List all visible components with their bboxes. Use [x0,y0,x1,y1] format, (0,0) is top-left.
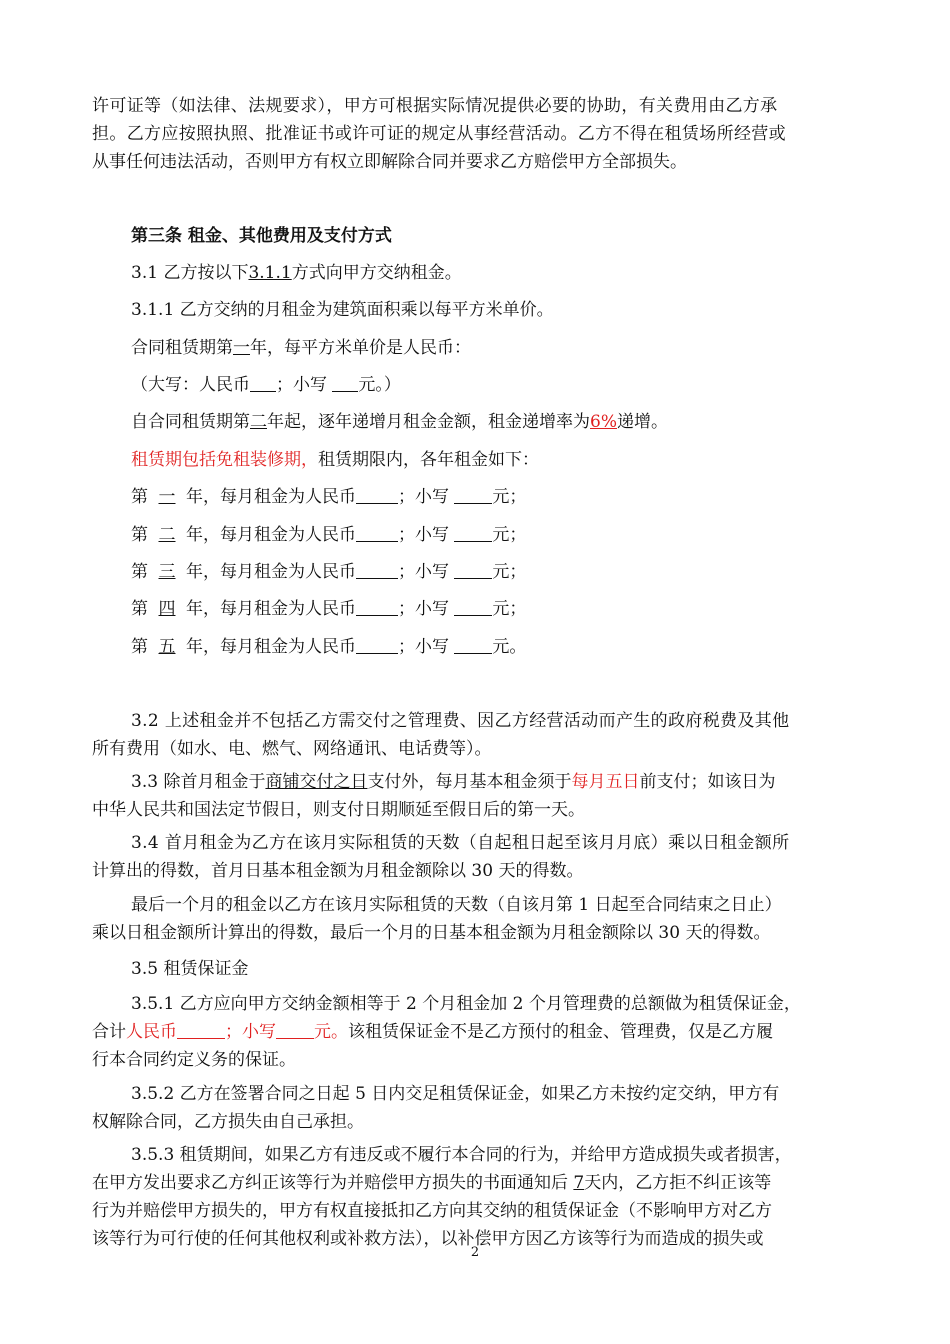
fill-in-blank[interactable] [332,373,358,392]
increase-rate: 6% [590,412,617,432]
fill-in-blank[interactable] [356,485,398,504]
clause-3-4 [92,829,862,885]
text: 年，每月租金为人民币 [186,637,356,657]
clause-line: 中华人民共和国法定节假日，则支付日期顺延至假日后的第一天。 [92,800,585,820]
fill-in-blank[interactable] [454,560,492,579]
text: 3.3 除首月租金于 [131,772,266,792]
year-rent-row [131,595,901,623]
clause-line: 行为并赔偿甲方损失的，甲方有权直接抵扣乙方向其交纳的租赁保证金（不影响甲方对乙方 [92,1201,772,1221]
fill-in-blank[interactable] [250,373,276,392]
clause-text: 3.1 乙方按以下 [131,263,249,283]
fill-in-blank[interactable] [356,635,398,654]
text: ；小写 [398,599,455,619]
clause-3-5-3 [92,1141,862,1253]
year-number: 四 [158,599,176,619]
highlight-text: 每月五日 [571,772,640,792]
text: 元。 [492,637,527,657]
fill-in-blank[interactable] [276,1020,314,1039]
text: 元； [492,599,527,619]
clause-line [92,1018,862,1046]
year-number: 一 [158,487,176,507]
fill-in-blank[interactable] [177,1020,225,1039]
text: 合同租赁期第 [131,338,233,358]
days-number: 7 [573,1173,585,1193]
clause-line: 3.5.1 乙方应向甲方交纳金额相等于 2 个月租金加 2 个月管理费的总额做为租赁保证金， [131,994,801,1014]
year-rent-row [131,483,901,511]
clause-3-2 [92,707,862,763]
text: 年起，逐年递增月租金金额，租金递增率为 [267,412,590,432]
text: 元； [492,487,527,507]
year-number: 一 [233,338,250,358]
year-number: 五 [158,637,176,657]
clause-reference: 3.1.1 [248,263,292,283]
text: 第 [131,637,148,657]
clause-3-5-2 [92,1080,862,1136]
year-number: 二 [158,525,176,545]
delivery-date-term: 商铺交付之日 [265,772,368,792]
intro-line: 从事任何违法活动，否则甲方有权立即解除合同并要求乙方赔偿甲方全部损失。 [92,152,687,172]
first-year-price-line [131,334,901,362]
text: ；小写 [398,525,455,545]
text: 元。） [358,375,401,395]
clause-3-1-1: 3.1.1 乙方交纳的月租金为建筑面积乘以每平方米单价。 [131,300,554,320]
intro-line: 担。乙方应按照执照、批准证书或许可证的规定从事经营活动。乙方不得在租赁场所经营或 [92,124,786,144]
clause-line: 行本合同约定义务的保证。 [92,1050,296,1070]
text: ；小写 [398,562,455,582]
text: 支付外，每月基本租金须于 [367,772,572,792]
text: （大写：人民币 [131,375,250,395]
clause-3-1 [131,259,901,287]
text: 年，每月租金为人民币 [186,487,356,507]
text: 年，每月租金为人民币 [186,599,356,619]
year-rent-row [131,521,901,549]
year-number: 二 [250,412,267,432]
clause-line: 权解除合同，乙方损失由自己承担。 [92,1112,364,1132]
fill-in-blank[interactable] [356,560,398,579]
text: 自合同租赁期第 [131,412,250,432]
highlight-text: ；小写 [225,1022,276,1042]
highlight-text: 租赁期包括免租装修期， [131,450,318,470]
clause-line: 3.4 首月租金为乙方在该月实际租赁的天数（自起租日起至该月月底）乘以日租金额所 [131,833,790,853]
clause-3-5-1 [92,990,862,1074]
text: 天内，乙方拒不纠正该等 [584,1173,772,1193]
clause-line [92,768,862,796]
text: 该租赁保证金不是乙方预付的租金、管理费，仅是乙方履 [348,1022,773,1042]
text: 年，每月租金为人民币 [186,525,356,545]
text: 递增。 [616,412,668,432]
clause-text: 方式向甲方交纳租金。 [291,263,462,283]
fill-in-blank[interactable] [454,597,492,616]
text: 前支付；如该日为 [639,772,776,792]
clause-3-5: 3.5 租赁保证金 [131,959,249,979]
text: 第 [131,562,148,582]
fill-in-blank[interactable] [356,597,398,616]
fill-in-blank[interactable] [454,523,492,542]
clause-line [92,1169,862,1197]
text: 年，每月租金为人民币 [186,562,356,582]
fill-in-blank[interactable] [454,485,492,504]
text: 年，每平方米单价是人民币： [250,338,471,358]
text: ；小写 [398,487,455,507]
amount-caps-line [131,371,901,399]
clause-line: 3.5.3 租赁期间，如果乙方有违反或不履行本合同的行为，并给甲方造成损失或者损害， [131,1145,792,1165]
last-month-paragraph [92,891,862,947]
page-number: 2 [470,1245,480,1260]
year-rent-row [131,558,901,586]
fill-in-blank[interactable] [356,523,398,542]
clause-line: 所有费用（如水、电、燃气、网络通讯、电话费等）。 [92,739,492,759]
text: 元； [492,562,527,582]
clause-3-3 [92,768,862,824]
increase-rate-line [131,408,901,436]
year-number: 三 [158,562,176,582]
text: 第 [131,599,148,619]
fill-in-blank[interactable] [454,635,492,654]
highlight-text: 元。 [314,1022,348,1042]
clause-line: 计算出的得数，首月日基本租金额为月租金额除以 30 天的得数。 [92,861,584,881]
text: ；小写 [276,375,333,395]
text: 元； [492,525,527,545]
clause-line: 该等行为可行使的任何其他权利或补救方法），以补偿甲方因乙方该等行为而造成的损失或 [92,1229,764,1249]
article-heading: 第三条 租金、其他费用及支付方式 [131,226,392,246]
text: 租赁期限内，各年租金如下： [318,450,539,470]
year-rent-row [131,633,901,661]
text: 在甲方发出要求乙方纠正该等行为并赔偿甲方损失的书面通知后 [92,1173,574,1193]
text: 第 [131,525,148,545]
clause-line: 乘以日租金额所计算出的得数，最后一个月的日基本租金额为月租金额除以 30 天的得数。 [92,923,771,943]
rent-free-line [131,446,901,474]
highlight-text: 人民币 [126,1022,177,1042]
text: 第 [131,487,148,507]
text: ；小写 [398,637,455,657]
clause-line: 3.2 上述租金并不包括乙方需交付之管理费、因乙方经营活动而产生的政府税费及其他 [131,711,790,731]
clause-line: 最后一个月的租金以乙方在该月实际租赁的天数（自该月第 1 日起至合同结束之日止） [131,895,782,915]
intro-paragraph [92,92,862,176]
text: 合计 [92,1022,126,1042]
intro-line: 许可证等（如法律、法规要求），甲方可根据实际情况提供必要的协助，有关费用由乙方承 [92,96,778,116]
clause-line: 3.5.2 乙方在签署合同之日起 5 日内交足租赁保证金，如果乙方未按约定交纳，甲方有 [131,1084,780,1104]
